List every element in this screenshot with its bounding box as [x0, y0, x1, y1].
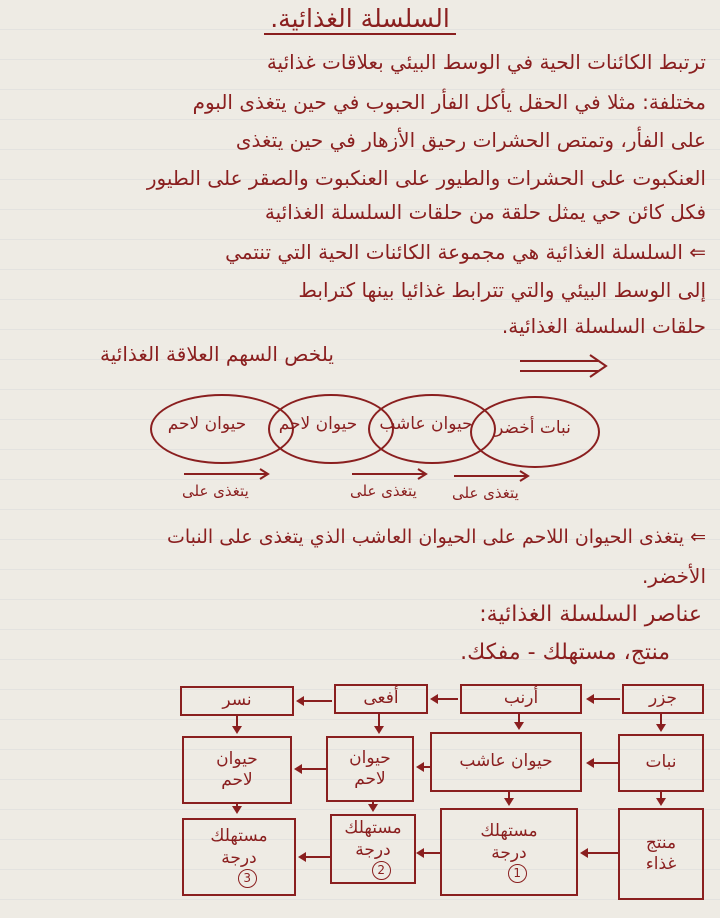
definition-line: إلى الوسط البيئي والتي تترابط غذائيا بينها كترابط [298, 278, 706, 302]
connector-line [298, 768, 326, 770]
organism-box: نسر [180, 686, 294, 716]
definition-line: ⇐ السلسلة الغذائية هي مجموعة الكائنات الحية التي تنتمي [225, 240, 706, 264]
feeds-on-label: يتغذى على [182, 482, 249, 500]
arrow-left-icon [298, 852, 306, 862]
arrow-down-icon [232, 806, 242, 814]
connector-line [302, 856, 330, 858]
arrow-down-icon [504, 798, 514, 806]
organism-role-box: حيوان لاحم [182, 736, 292, 804]
consumer-box: مستهلك درجة 1 [440, 808, 578, 896]
circle-label: حيوان عاشب [379, 414, 473, 434]
circle-label: نبات أخضر [495, 418, 571, 438]
arrow-left-icon [586, 694, 594, 704]
producer-box: منتج غذاء [618, 808, 704, 900]
arrow-left-icon [294, 764, 302, 774]
connector-line [590, 698, 620, 700]
arrow-down-icon [368, 804, 378, 812]
paragraph-line: العنكبوت على الحشرات والطيور على العنكبوت والصقر على الطيور [146, 166, 706, 190]
conclusion-line: ⇐ يتغذى الحيوان اللاحم على الحيوان العاشب الذي يتغذى على النبات [166, 526, 706, 548]
consumer-box: مستهلك درجة 3 [182, 818, 296, 896]
organism-role-box: حيوان لاحم [326, 736, 414, 802]
elements-heading: عناصر السلسلة الغذائية: [479, 602, 702, 627]
arrow-down-icon [656, 798, 666, 806]
summary-label: يلخص السهم العلاقة الغذائية [100, 342, 334, 366]
double-arrow-right-icon [518, 353, 610, 379]
arrow-down-icon [232, 726, 242, 734]
paragraph-line: مختلفة: مثلا في الحقل يأكل الفأر الحبوب في حين يتغذى البوم [192, 90, 706, 114]
paragraph-line: على الفأر، وتمتص الحشرات رحيق الأزهار في حين يتغذى [235, 128, 706, 152]
arrow-left-icon [580, 848, 588, 858]
arrow-right-icon [452, 470, 532, 482]
organism-role-box: حيوان عاشب [430, 732, 582, 792]
connector-line [590, 762, 618, 764]
organism-box: أرنب [460, 684, 582, 714]
connector-line [300, 700, 332, 702]
definition-line: حلقات السلسلة الغذائية. [501, 314, 706, 338]
organism-box: جزر [622, 684, 704, 714]
feeds-on-label: يتغذى على [452, 484, 519, 502]
circle-label: حيوان لاحم [167, 414, 247, 434]
arrow-left-icon [430, 694, 438, 704]
organism-box: أفعى [334, 684, 428, 714]
arrow-down-icon [514, 722, 524, 730]
page-title: السلسلة الغذائية. [0, 4, 720, 33]
elements-list: منتج، مستهلك - مفكك. [460, 640, 670, 665]
arrow-right-icon [350, 468, 430, 480]
arrow-down-icon [656, 724, 666, 732]
paragraph-line: ترتبط الكائنات الحية في الوسط البيئي بعلاقات غذائية [266, 50, 706, 74]
conclusion-line: الأخضر. [641, 564, 706, 588]
arrow-left-icon [416, 848, 424, 858]
paragraph-line: فكل كائن حي يمثل حلقة من حلقات السلسلة الغذائية [264, 200, 706, 224]
arrow-left-icon [586, 758, 594, 768]
arrow-down-icon [374, 726, 384, 734]
arrow-right-icon [182, 468, 272, 480]
consumer-box: مستهلك درجة 2 [330, 814, 416, 884]
feeds-on-label: يتغذى على [350, 482, 417, 500]
arrow-left-icon [296, 696, 304, 706]
organism-role-box: نبات [618, 734, 704, 792]
circle-label: حيوان لاحم [278, 414, 358, 434]
connector-line [584, 852, 618, 854]
arrow-left-icon [416, 762, 424, 772]
